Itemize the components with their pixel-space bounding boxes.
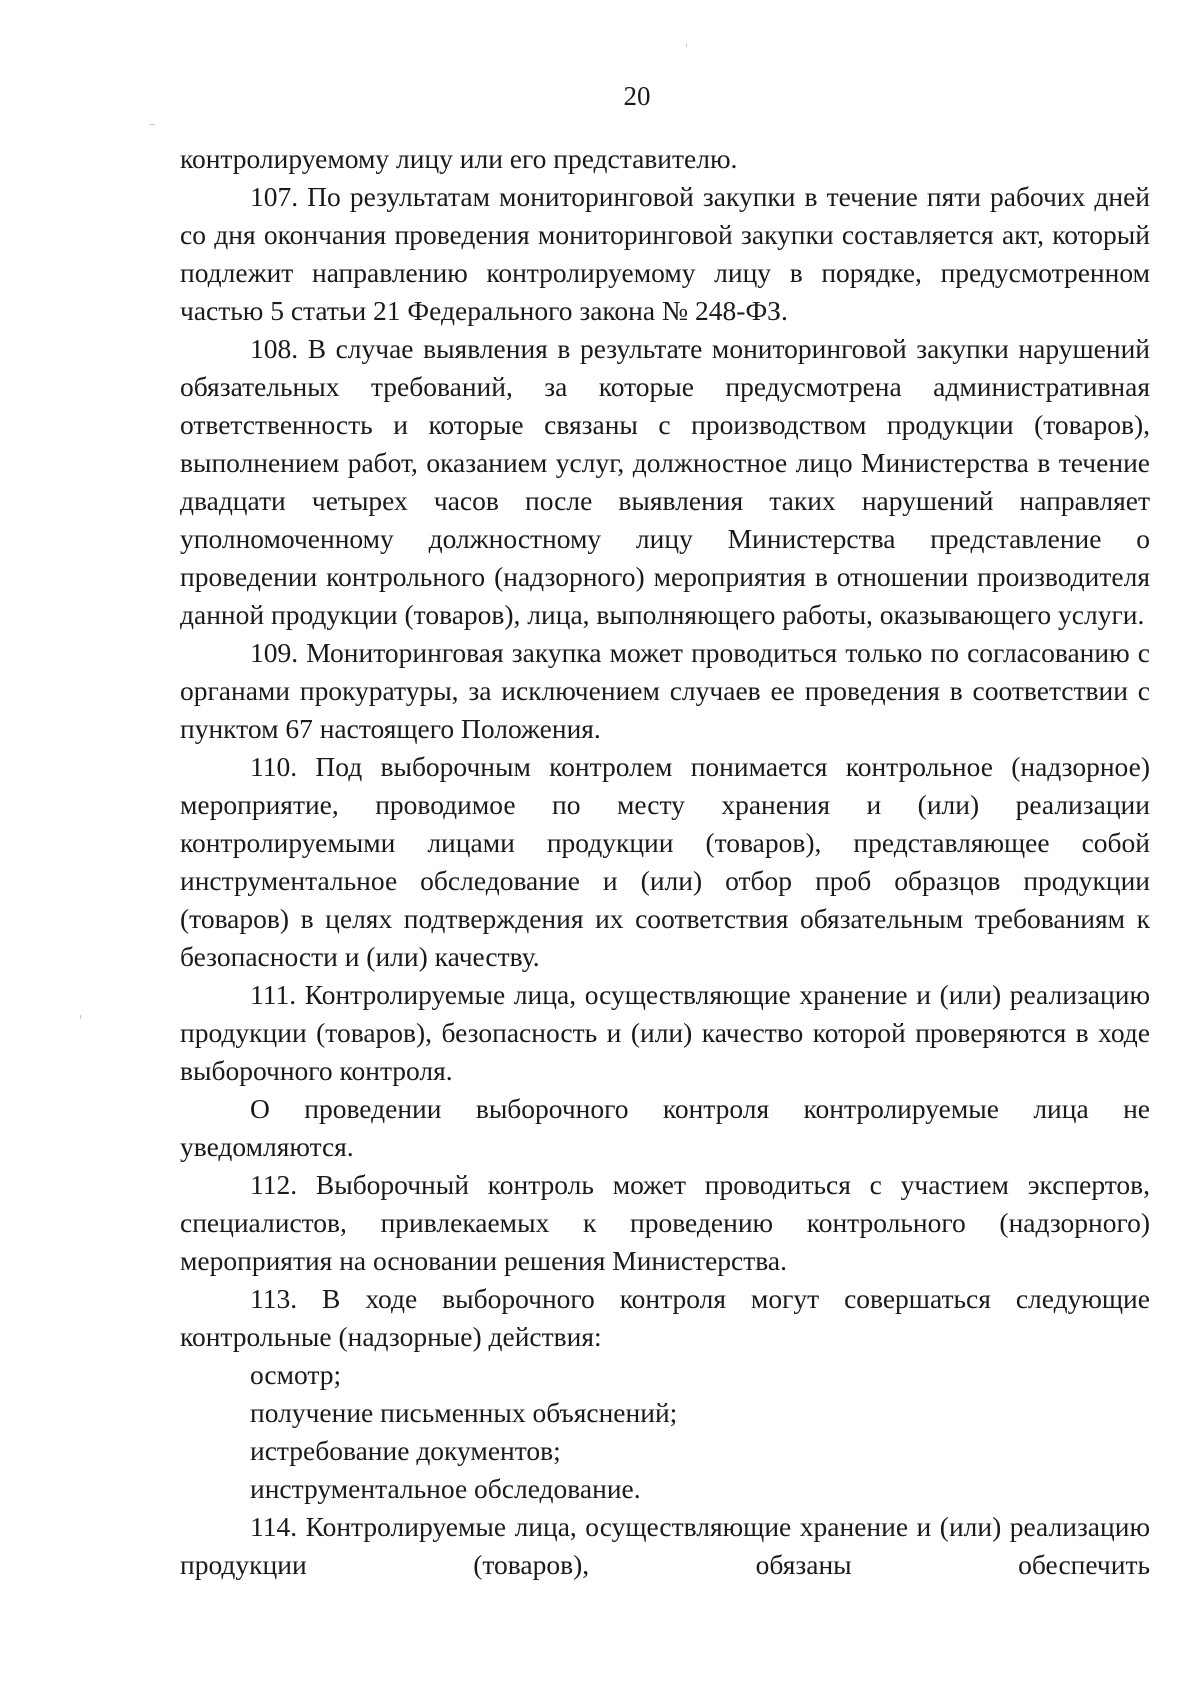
list-item-written-explanations: получение письменных объяснений; [250,1397,678,1428]
paragraph-111-note: О проведении выборочного контроля контролируемые лица не уведомляются. [180,1093,1150,1162]
document-body [180,140,1150,1584]
paragraph-continuation: контролируемому лицу или его представителю. [180,143,738,174]
scan-artifact [686,44,687,47]
paragraph-107: 107. По результатам мониторинговой закупки в течение пяти рабочих дней со дня окончания проведения мониторинговой закупки составляется акт, который подлежит направлению контролируемому лицу в порядке, предусмотренном частью 5 статьи 21 Федерального закона № 248-ФЗ. [180,181,1150,326]
paragraph-110: 110. Под выборочным контролем понимается контрольное (надзорное) мероприятие, проводимое по месту хранения и (или) реализации контролируемыми лицами продукции (товаров), представляющее собой инструментальное обследование и (или) отбор проб образцов продукции (товаров) в целях подтверждения их соответствия обязательным требованиям к безопасности и (или) качеству. [180,751,1150,972]
paragraph-109: 109. Мониторинговая закупка может проводиться только по согласованию с органами прокуратуры, за исключением случаев ее проведения в соответствии с пунктом 67 настоящего Положения. [180,637,1150,744]
paragraph-114: 114. Контролируемые лица, осуществляющие хранение и (или) реализацию продукции (товаров), обязаны обеспечить [180,1511,1150,1580]
paragraph-108: 108. В случае выявления в результате мониторинговой закупки нарушений обязательных требований, за которые предусмотрена административная ответственность и которые связаны с производством продукции (товаров), выполнением работ, оказанием услуг, должностное лицо Министерства в течение двадцати четырех часов после выявления таких нарушений направляет уполномоченному должностному лицу Министерства представление о проведении контрольного (надзорного) мероприятия в отношении производителя данной продукции (товаров), лица, выполняющего работы, оказывающего услуги. [180,333,1150,630]
paragraph-111: 111. Контролируемые лица, осуществляющие хранение и (или) реализацию продукции (товаров), безопасность и (или) качество которой проверяются в ходе выборочного контроля. [180,979,1150,1086]
scan-artifact [80,1015,81,1019]
list-item-instrumental-examination: инструментальное обследование. [250,1473,641,1504]
scan-artifact [150,124,155,125]
list-item-document-request: истребование документов; [250,1435,561,1466]
list-item-inspection: осмотр; [250,1359,342,1390]
page-number: 20 [623,81,651,111]
paragraph-113: 113. В ходе выборочного контроля могут совершаться следующие контрольные (надзорные) действия: [180,1283,1150,1352]
paragraph-112: 112. Выборочный контроль может проводиться с участием экспертов, специалистов, привлекаемых к проведению контрольного (надзорного) мероприятия на основании решения Министерства. [180,1169,1150,1276]
